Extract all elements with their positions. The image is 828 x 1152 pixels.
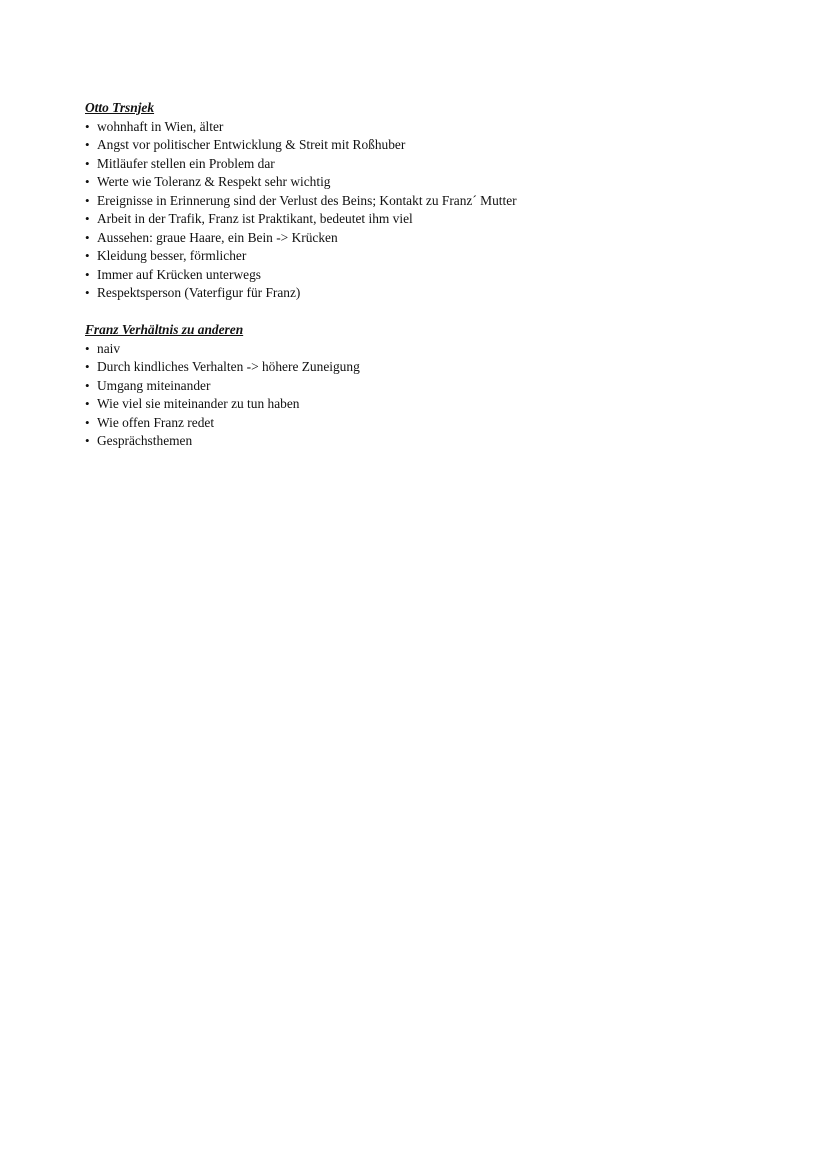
list-item <box>85 155 765 174</box>
bullet-icon: • <box>85 396 90 411</box>
bullet-icon: • <box>85 340 90 356</box>
list-item-text: Angst vor politischer Entwicklung & Streit mit Roßhuber <box>97 137 406 152</box>
list-item-text: Ereignisse in Erinnerung sind der Verlust des Beins; Kontakt zu Franz´ Mutter <box>97 192 517 208</box>
bullet-icon: • <box>85 377 90 393</box>
bullet-icon: • <box>85 211 90 226</box>
list-item-text: Mitläufer stellen ein Problem dar <box>97 155 275 171</box>
bullet-icon: • <box>85 266 90 282</box>
list-item <box>85 210 765 229</box>
bullet-list <box>85 118 765 303</box>
section-franz-verhaeltnis <box>85 321 765 451</box>
list-item-text: Aussehen: graue Haare, ein Bein -> Krücken <box>97 229 338 245</box>
list-item <box>85 340 765 359</box>
list-item <box>85 358 765 377</box>
bullet-icon: • <box>85 118 90 134</box>
section-heading: Otto Trsnjek <box>85 100 155 115</box>
list-item <box>85 284 765 303</box>
bullet-icon: • <box>85 192 90 208</box>
list-item <box>85 395 765 414</box>
bullet-icon: • <box>85 229 90 245</box>
bullet-icon: • <box>85 248 90 263</box>
bullet-icon: • <box>85 414 90 430</box>
list-item-text: wohnhaft in Wien, älter <box>97 118 224 134</box>
list-item-text: Kleidung besser, förmlicher <box>97 248 247 263</box>
list-item <box>85 192 765 211</box>
bullet-list <box>85 340 765 451</box>
list-item-text: Respektsperson (Vaterfigur für Franz) <box>97 285 301 300</box>
list-item-text: Wie viel sie miteinander zu tun haben <box>97 396 300 411</box>
list-item-text: naiv <box>97 340 121 356</box>
section-heading: Franz Verhältnis zu anderen <box>85 322 244 337</box>
list-item-text: Wie offen Franz redet <box>97 414 215 430</box>
bullet-icon: • <box>85 155 90 171</box>
list-item-text: Arbeit in der Trafik, Franz ist Praktikant, bedeutet ihm viel <box>97 211 413 226</box>
bullet-icon: • <box>85 174 90 189</box>
list-item-text: Umgang miteinander <box>97 377 211 393</box>
list-item <box>85 173 765 192</box>
bullet-icon: • <box>85 359 90 374</box>
list-item <box>85 266 765 285</box>
bullet-icon: • <box>85 137 90 152</box>
list-item <box>85 414 765 433</box>
list-item <box>85 247 765 266</box>
list-item <box>85 377 765 396</box>
bullet-icon: • <box>85 285 90 300</box>
section-otto-trsnjek <box>85 99 765 303</box>
list-item-text: Durch kindliches Verhalten -> höhere Zuneigung <box>97 359 360 374</box>
list-item <box>85 432 765 451</box>
list-item-text: Gesprächsthemen <box>97 433 193 448</box>
list-item <box>85 118 765 137</box>
list-item <box>85 229 765 248</box>
list-item-text: Werte wie Toleranz & Respekt sehr wichtig <box>97 174 331 189</box>
bullet-icon: • <box>85 433 90 448</box>
list-item-text: Immer auf Krücken unterwegs <box>97 266 261 282</box>
list-item <box>85 136 765 155</box>
